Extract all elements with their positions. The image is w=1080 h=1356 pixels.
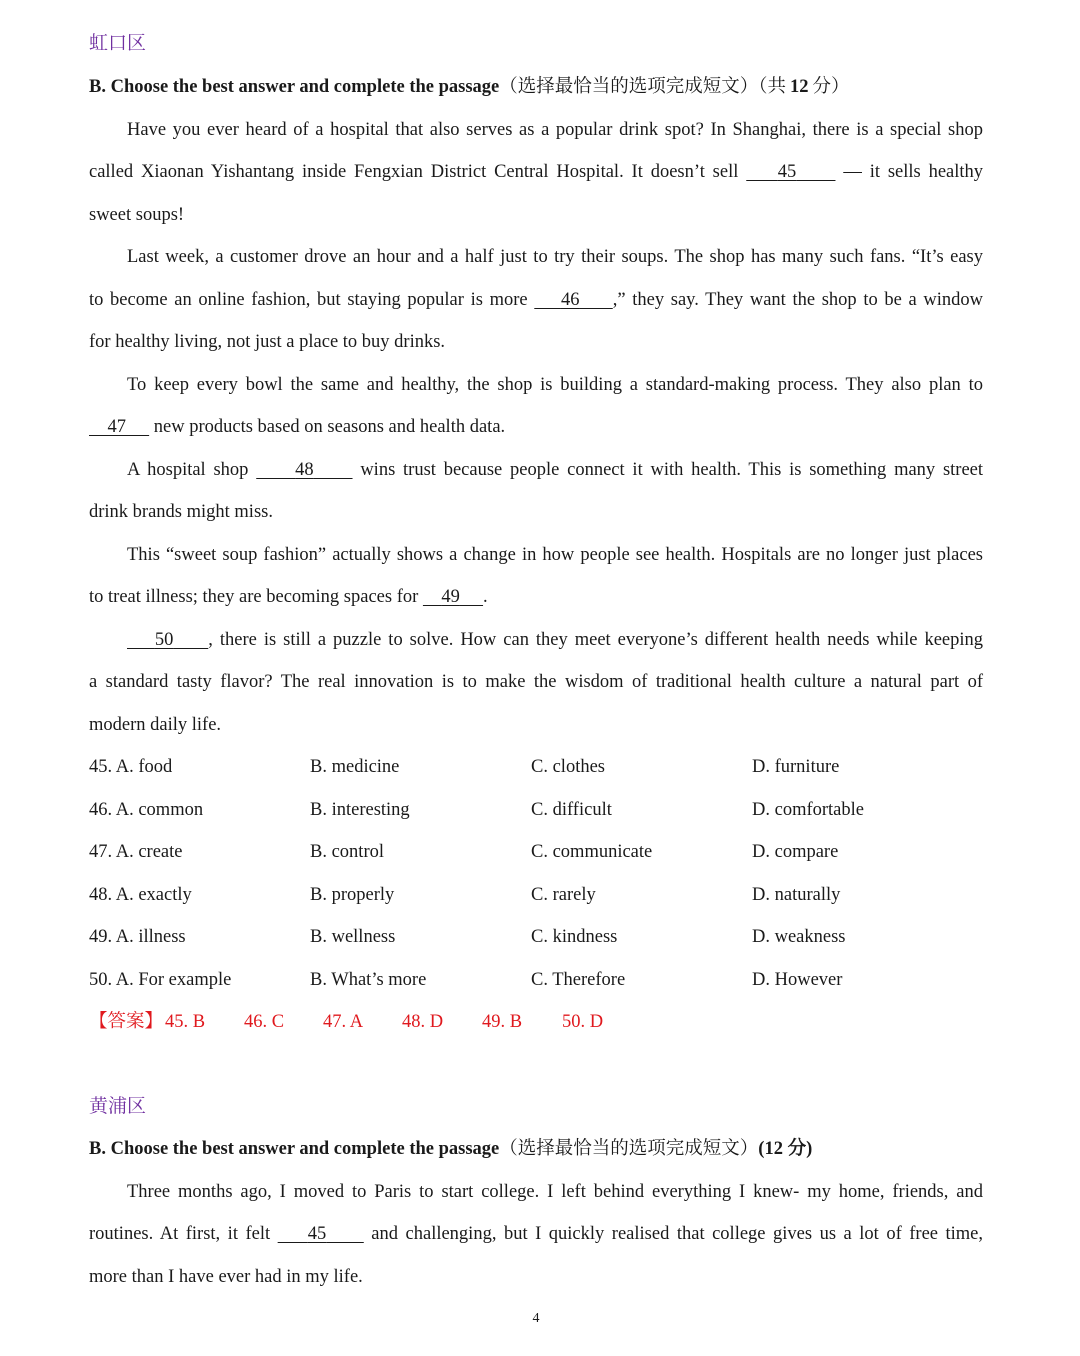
passage-line: sweet soups! xyxy=(89,205,185,225)
passage-line xyxy=(89,1222,983,1246)
question-number: 49. A. illness xyxy=(89,927,186,947)
blank-number: 49 xyxy=(441,587,460,607)
passage-text: routines. At first, it felt xyxy=(89,1224,271,1244)
option-b: B. wellness xyxy=(310,927,396,947)
blank-number: 50 xyxy=(154,630,174,650)
passage-line: To keep every bowl the same and healthy, the shop is building a standard-making process. They also plan to xyxy=(127,375,983,395)
blank-48 xyxy=(256,460,352,480)
passage-line xyxy=(89,288,983,312)
option-a: A. For example xyxy=(115,970,232,990)
option-b: B. properly xyxy=(310,885,395,905)
page-number: 4 xyxy=(532,1311,540,1326)
option-a: A. create xyxy=(115,842,183,862)
passage-line: Last week, a customer drove an hour and a half just to try their soups. The shop has many such fans. “It’s easy xyxy=(127,247,983,267)
option-d: D. weakness xyxy=(752,927,846,947)
section-heading xyxy=(89,1137,983,1161)
answer-item: 46. C xyxy=(244,1012,285,1032)
option-b: B. medicine xyxy=(310,757,400,777)
heading-english: B. Choose the best answer and complete the passage xyxy=(89,1139,500,1159)
passage-line xyxy=(89,585,983,609)
district-title-hongkou: 虹口区 xyxy=(89,33,147,54)
option-d: D. comfortable xyxy=(752,800,864,820)
question-number: 47. A. create xyxy=(89,842,183,862)
passage-line: This “sweet soup fashion” actually shows a change in how people see health. Hospitals are no longer just places xyxy=(127,545,983,565)
heading-score: 12 xyxy=(790,77,809,97)
heading-score: (12 分) xyxy=(758,1139,813,1159)
option-b: B. control xyxy=(310,842,384,862)
blank-number: 46 xyxy=(560,290,580,310)
heading-chinese: （选择最恰当的选项完成短文） xyxy=(499,1139,759,1159)
question-number: 50. A. For example xyxy=(89,970,232,990)
passage-line xyxy=(89,415,983,439)
passage-text: ,” they say. They want the shop to be a window xyxy=(612,290,984,310)
blank-49 xyxy=(423,587,483,607)
option-c: C. rarely xyxy=(531,885,596,905)
heading-chinese: （选择最恰当的选项完成短文）（共 xyxy=(499,77,787,97)
passage-line xyxy=(127,458,983,482)
question-number: 46. A. common xyxy=(89,800,204,820)
passage-text: and challenging, but I quickly realised that college gives us a lot of free time, xyxy=(371,1224,984,1244)
heading-tail: 分） xyxy=(812,77,850,97)
passage-line xyxy=(127,628,983,652)
passage-text: , there is still a puzzle to solve. How can they meet everyone’s different health needs while keeping xyxy=(208,630,984,650)
option-d: D. However xyxy=(752,970,843,990)
passage-line: more than I have ever had in my life. xyxy=(89,1267,363,1287)
answer-item: 49. B xyxy=(482,1012,523,1032)
passage-line: modern daily life. xyxy=(89,715,222,735)
question-number: 45. A. food xyxy=(89,757,173,777)
blank-46 xyxy=(534,290,612,310)
option-d: D. furniture xyxy=(752,757,840,777)
blank-47 xyxy=(89,417,149,437)
answer-item: 50. D xyxy=(562,1012,604,1032)
blank-45 xyxy=(746,162,835,182)
option-a: A. common xyxy=(115,800,204,820)
option-a: A. illness xyxy=(115,927,186,947)
option-c: C. Therefore xyxy=(531,970,626,990)
passage-text: to treat illness; they are becoming spaces for xyxy=(89,587,419,607)
blank-45 xyxy=(278,1224,364,1244)
passage-text: A hospital shop xyxy=(127,460,249,480)
answer-item: 45. B xyxy=(165,1012,206,1032)
heading-english: B. Choose the best answer and complete the passage xyxy=(89,77,500,97)
passage-text: to become an online fashion, but staying popular is more xyxy=(89,290,528,310)
passage-text: . xyxy=(483,587,488,607)
passage-line: Have you ever heard of a hospital that also serves as a popular drink spot? In Shanghai, there is a special shop xyxy=(127,120,983,140)
passage-text: — it sells healthy xyxy=(843,162,984,182)
answer-item: 47. A xyxy=(323,1012,364,1032)
blank-number: 47 xyxy=(107,417,126,437)
option-c: C. difficult xyxy=(531,800,612,820)
passage-line xyxy=(89,160,983,184)
district-title-huangpu: 黄浦区 xyxy=(89,1096,147,1117)
answer-item: 48. D xyxy=(402,1012,444,1032)
passage-line: a standard tasty flavor? The real innovation is to make the wisdom of traditional health culture a natural part of xyxy=(89,672,983,692)
option-c: C. clothes xyxy=(531,757,605,777)
passage-line: Three months ago, I moved to Paris to start college. I left behind everything I knew- my home, friends, and xyxy=(127,1182,983,1202)
passage-text: wins trust because people connect it with health. This is something many street xyxy=(360,460,984,480)
option-a: A. food xyxy=(115,757,173,777)
option-d: D. compare xyxy=(752,842,839,862)
option-d: D. naturally xyxy=(752,885,841,905)
passage-text: new products based on seasons and health data. xyxy=(153,417,506,437)
blank-50 xyxy=(127,630,208,650)
passage-text: called Xiaonan Yishantang inside Fengxian District Central Hospital. It doesn’t sell xyxy=(89,162,739,182)
option-b: B. interesting xyxy=(310,800,410,820)
passage-line: drink brands might miss. xyxy=(89,502,273,522)
answer-label: 【答案】 xyxy=(89,1012,164,1032)
option-c: C. communicate xyxy=(531,842,653,862)
option-b: B. What’s more xyxy=(310,970,427,990)
blank-number: 45 xyxy=(307,1224,327,1244)
blank-number: 45 xyxy=(777,162,797,182)
option-c: C. kindness xyxy=(531,927,618,947)
question-number: 48. A. exactly xyxy=(89,885,192,905)
blank-number: 48 xyxy=(295,460,314,480)
passage-line: for healthy living, not just a place to buy drinks. xyxy=(89,332,446,352)
option-a: A. exactly xyxy=(115,885,192,905)
section-heading xyxy=(89,75,983,99)
